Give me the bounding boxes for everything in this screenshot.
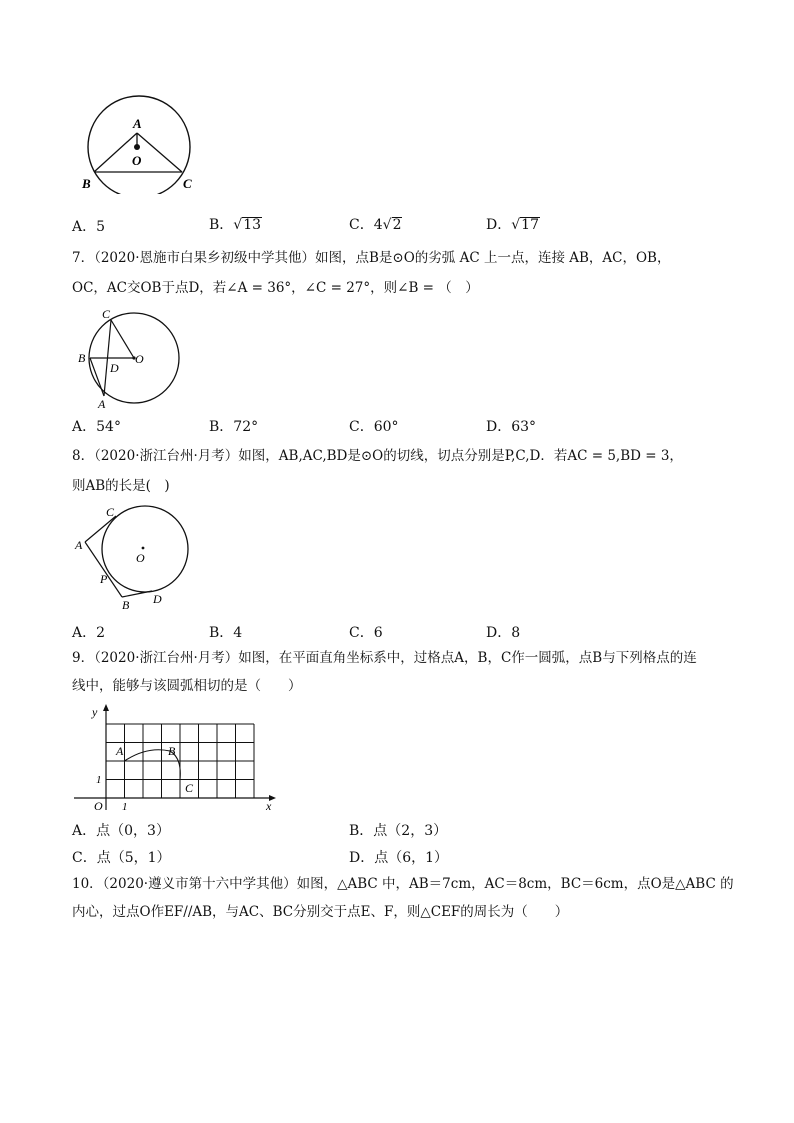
q8-label-c: C — [106, 505, 115, 519]
q6-label-b: B — [82, 176, 91, 191]
q9-option-a: A．点（0，3） — [72, 823, 170, 839]
q8-stem-line2: 则AB的长是( ) — [72, 478, 170, 494]
q6-segment-ab — [94, 133, 137, 172]
q10-stem-line1: 10．（2020·遵义市第十六中学其他）如图，△ABC 中，AB＝7cm，AC＝8cm，BC＝6cm，点O是△ABC 的 — [72, 876, 734, 892]
q8-option-b: B．4 — [209, 625, 243, 641]
q7-figure — [72, 305, 187, 410]
q9-stem-line2: 线中，能够与该圆弧相切的是（ ） — [72, 678, 302, 694]
q8-circle — [102, 506, 188, 592]
q7-label-b: B — [78, 351, 86, 365]
q9-label-b: B — [168, 744, 176, 758]
q6-segment-ac — [137, 133, 182, 172]
q9-option-b: B．点（2，3） — [349, 823, 448, 839]
q10-stem-line2: 内心，过点O作EF//AB，与AC、BC分别交于点E、F，则△CEF的周长为（ ） — [72, 904, 569, 920]
q8-label-p: P — [100, 572, 108, 586]
q9-option-d: D．点（6，1） — [349, 850, 449, 866]
q7-label-d: D — [110, 361, 119, 375]
q6-option-a: A．5 — [72, 219, 106, 235]
q9-stem-line1: 9．（2020·浙江台州·月考）如图，在平面直角坐标系中，过格点A，B，C作一圆弧，点B与下列格点的连 — [72, 650, 697, 666]
q6-label-o: O — [132, 153, 142, 168]
q6-option-c: C．4√2 — [349, 217, 402, 233]
q9-label-x: x — [266, 799, 272, 813]
q9-y-arrow — [103, 704, 109, 711]
q9-label-a: A — [116, 744, 124, 758]
q7-stem-line1: 7．（2020·恩施市白果乡初级中学其他）如图，点B是⊙O的劣弧 AC 上一点，连接 AB，AC，OB， — [72, 250, 671, 266]
q8-center-dot — [142, 547, 145, 550]
q7-option-d: D．63° — [486, 419, 537, 435]
q9-option-c: C．点（5，1） — [72, 850, 171, 866]
q7-option-b: B．72° — [209, 419, 259, 435]
q7-label-c: C — [102, 307, 111, 321]
q9-label-c: C — [185, 781, 194, 795]
q8-tangent-ab — [85, 542, 122, 597]
q6-label-a: A — [133, 116, 142, 131]
q8-label-a: A — [75, 538, 83, 552]
q6-option-b: B．√13 — [209, 217, 262, 233]
q7-option-c: C．60° — [349, 419, 399, 435]
q8-option-a: A．2 — [72, 625, 106, 641]
q8-tangent-ac — [85, 516, 116, 542]
q8-stem-line1: 8．（2020·浙江台州·月考）如图，AB,AC,BD是⊙O的切线，切点分别是P,C,D．若AC = 5,BD = 3， — [72, 448, 683, 464]
q7-segment-ba — [90, 358, 104, 396]
q8-option-c: C．6 — [349, 625, 383, 641]
q6-label-c: C — [183, 176, 192, 191]
q9-label-one-x: 1 — [122, 801, 128, 813]
q7-stem-line2: OC，AC交OB于点D，若∠A = 36°，∠C = 27°，则∠B = （ ） — [72, 280, 479, 296]
q7-option-a: A．54° — [72, 419, 121, 435]
q8-label-o: O — [136, 551, 145, 565]
q9-label-o: O — [94, 799, 103, 813]
q9-label-y: y — [92, 705, 98, 719]
q6-option-d: D．√17 — [486, 217, 539, 233]
q9-grid — [106, 724, 254, 798]
q9-label-one-y: 1 — [96, 774, 102, 786]
q8-figure — [72, 502, 197, 614]
q6-center-dot — [134, 144, 140, 150]
q8-option-d: D．8 — [486, 625, 521, 641]
q8-label-d: D — [153, 592, 162, 606]
q8-label-b: B — [122, 598, 130, 612]
q6-figure — [78, 94, 208, 194]
q9-figure — [72, 702, 282, 814]
q7-label-o: O — [135, 352, 144, 366]
q7-label-a: A — [98, 397, 106, 410]
q7-segment-co — [111, 320, 134, 358]
